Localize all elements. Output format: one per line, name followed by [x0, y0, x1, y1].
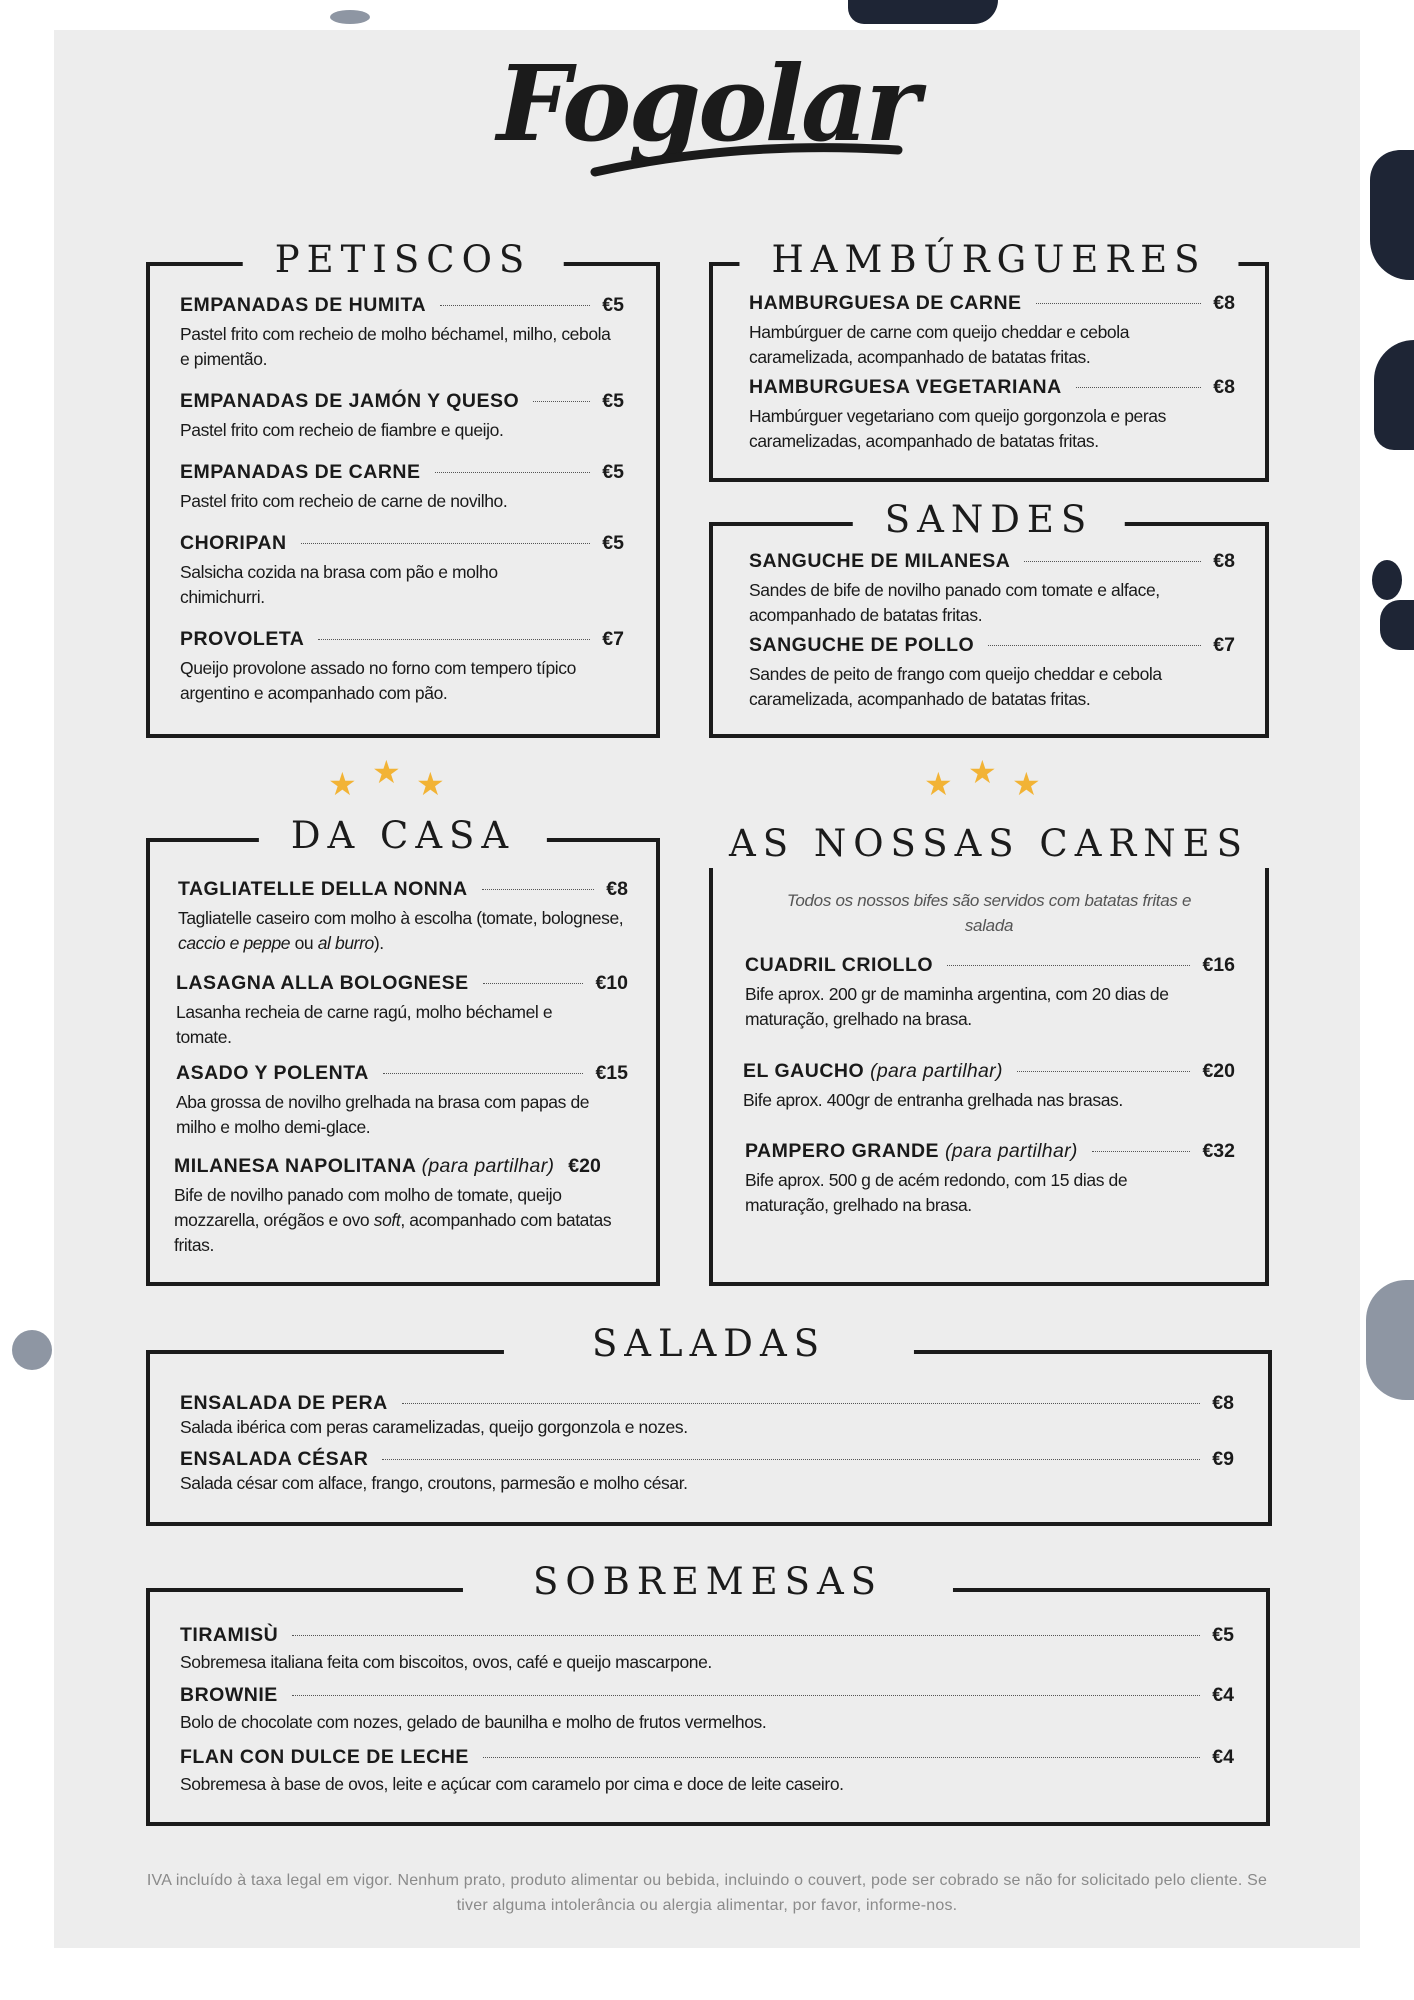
leader-dots — [382, 1459, 1200, 1460]
leader-dots — [483, 1757, 1200, 1758]
menu-item — [180, 390, 624, 443]
item-name: CUADRIL CRIOLLO — [745, 954, 934, 976]
leader-dots — [383, 1073, 584, 1074]
item-name: EMPANADAS DE JAMÓN Y QUESO — [180, 390, 520, 412]
item-price: €15 — [595, 1062, 628, 1084]
item-name: MILANESA NAPOLITANA (para partilhar) — [174, 1155, 555, 1177]
leader-dots — [292, 1695, 1201, 1696]
item-name: PROVOLETA — [180, 628, 305, 650]
section-sandes — [709, 498, 1269, 738]
item-description: Pastel frito com recheio de molho béchamel, milho, cebola e pimentão. — [180, 324, 611, 369]
item-description: Bife aprox. 500 g de acém redondo, com 15 dias de maturação, grelhado na brasa. — [745, 1170, 1128, 1215]
leader-dots — [1024, 561, 1201, 562]
leader-dots — [301, 543, 591, 544]
leader-dots — [482, 889, 595, 890]
leader-dots — [533, 401, 590, 402]
star-icon: ★ — [372, 754, 401, 790]
leader-dots — [292, 1635, 1200, 1636]
item-name: EMPANADAS DE CARNE — [180, 461, 421, 483]
leader-dots — [435, 472, 591, 473]
item-description: Pastel frito com recheio de fiambre e queijo. — [180, 420, 504, 440]
section-title: SALADAS — [504, 1320, 914, 1368]
item-price: €4 — [1212, 1684, 1234, 1706]
item-description: Aba grossa de novilho grelhada na brasa com papas de milho e molho demi-glace. — [176, 1092, 590, 1137]
section-hamburgueres — [709, 238, 1269, 482]
section-title: SOBREMESAS — [463, 1558, 953, 1606]
menu-item — [180, 1746, 1234, 1797]
item-name: PAMPERO GRANDE (para partilhar) — [745, 1140, 1078, 1162]
item-price: €8 — [606, 878, 628, 900]
menu-item — [749, 292, 1235, 370]
section-intro: Todos os nossos bifes são servidos com batatas fritas e salada — [786, 891, 1192, 935]
item-description: Sobremesa à base de ovos, leite e açúcar com caramelo por cima e doce de leite caseiro. — [180, 1774, 844, 1794]
item-name: EL GAUCHO (para partilhar) — [743, 1060, 1003, 1082]
item-name: ASADO Y POLENTA — [176, 1062, 369, 1084]
item-name: ENSALADA CÉSAR — [180, 1448, 369, 1470]
item-name: LASAGNA ALLA BOLOGNESE — [176, 972, 469, 994]
item-description: Pastel frito com recheio de carne de novilho. — [180, 491, 508, 511]
logo-swoosh — [0, 0, 1414, 200]
section-petiscos — [146, 238, 660, 738]
item-price: €5 — [1212, 1624, 1234, 1646]
section-title: SANDES — [853, 496, 1125, 544]
menu-item — [749, 634, 1235, 712]
menu-item — [174, 1155, 628, 1258]
item-price: €7 — [602, 628, 624, 650]
item-description: Queijo provolone assado no forno com tempero típico argentino e acompanhado com pão. — [180, 658, 576, 703]
star-icon: ★ — [924, 766, 953, 802]
menu-item — [745, 1140, 1235, 1218]
item-price: €10 — [595, 972, 628, 994]
item-description: Bife aprox. 200 gr de maminha argentina, com 20 dias de maturação, grelhado na brasa. — [745, 984, 1169, 1029]
item-name: ENSALADA DE PERA — [180, 1392, 388, 1414]
item-price: €20 — [1202, 1060, 1235, 1082]
leader-dots — [1017, 1071, 1191, 1072]
item-description: Lasanha recheia de carne ragú, molho béchamel e tomate. — [176, 1002, 553, 1047]
star-icon: ★ — [1012, 766, 1041, 802]
leader-dots — [1092, 1151, 1191, 1152]
item-price: €5 — [602, 294, 624, 316]
item-price: €5 — [602, 532, 624, 554]
leader-dots — [1036, 303, 1202, 304]
marble-splash — [1380, 600, 1414, 650]
item-description: Salada césar com alface, frango, croutons, parmesão e molho césar. — [180, 1473, 688, 1493]
logo: Fogolar — [496, 42, 918, 165]
leader-dots — [947, 965, 1190, 966]
leader-dots — [1076, 387, 1202, 388]
section-title: HAMBÚRGUERES — [739, 236, 1238, 284]
item-name: HAMBURGUESA VEGETARIANA — [749, 376, 1062, 398]
item-price: €32 — [1202, 1140, 1235, 1162]
menu-item — [180, 1684, 1234, 1735]
item-description: Tagliatelle caseiro com molho à escolha (tomate, bolognese, caccio e peppe ou al burro). — [178, 908, 624, 953]
item-description: Salada ibérica com peras caramelizadas, queijo gorgonzola e nozes. — [180, 1417, 688, 1437]
item-price: €7 — [1213, 634, 1235, 656]
menu-item — [180, 628, 624, 706]
marble-splash — [1374, 340, 1414, 450]
legal-footer: IVA incluído à taxa legal em vigor. Nenhum prato, produto alimentar ou bebida, incluindo o couvert, pode ser cobrado se não for solicitado pelo cliente. Se tiver alguma intolerância ou alergia alimentar, por favor, informe-nos. — [146, 1872, 1268, 1914]
item-price: €5 — [602, 390, 624, 412]
item-name: SANGUCHE DE POLLO — [749, 634, 975, 656]
item-price: €8 — [1213, 550, 1235, 572]
menu-item — [180, 294, 624, 372]
menu-item — [180, 1392, 1234, 1440]
menu-item — [749, 550, 1235, 628]
item-description: Hambúrguer de carne com queijo cheddar e cebola caramelizada, acompanhado de batatas fritas. — [749, 322, 1130, 367]
section-da-casa — [146, 814, 660, 1286]
item-description: Sobremesa italiana feita com biscoitos, ovos, café e queijo mascarpone. — [180, 1652, 712, 1672]
item-price: €9 — [1212, 1448, 1234, 1470]
marble-splash — [12, 1330, 52, 1370]
menu-item — [180, 1624, 1234, 1675]
item-price: €8 — [1212, 1392, 1234, 1414]
item-price: €8 — [1213, 292, 1235, 314]
item-description: Bolo de chocolate com nozes, gelado de baunilha e molho de frutos vermelhos. — [180, 1712, 767, 1732]
item-name: TAGLIATELLE DELLA NONNA — [178, 878, 468, 900]
section-title: AS NOSSAS CARNES — [697, 820, 1281, 868]
item-name: EMPANADAS DE HUMITA — [180, 294, 427, 316]
marble-splash — [1372, 560, 1402, 600]
star-icon: ★ — [328, 766, 357, 802]
section-title: PETISCOS — [243, 236, 564, 284]
leader-dots — [483, 983, 584, 984]
item-description: Bife de novilho panado com molho de tomate, queijo mozzarella, orégãos e ovo soft, acompanhado com batatas fritas. — [174, 1185, 612, 1255]
item-name: HAMBURGUESA DE CARNE — [749, 292, 1022, 314]
item-description: Sandes de bife de novilho panado com tomate e alface, acompanhado de batatas fritas. — [749, 580, 1160, 625]
section-saladas — [146, 1322, 1272, 1526]
item-description: Salsicha cozida na brasa com pão e molho chimichurri. — [180, 562, 498, 607]
star-icon: ★ — [416, 766, 445, 802]
leader-dots — [318, 639, 590, 640]
item-name: SANGUCHE DE MILANESA — [749, 550, 1011, 572]
item-name: BROWNIE — [180, 1684, 278, 1706]
menu-item — [176, 972, 628, 1050]
item-description: Bife aprox. 400gr de entranha grelhada nas brasas. — [743, 1090, 1123, 1110]
item-price: €16 — [1202, 954, 1235, 976]
item-name: CHORIPAN — [180, 532, 287, 554]
leader-dots — [440, 305, 590, 306]
menu-item — [178, 878, 628, 956]
menu-item — [745, 954, 1235, 1032]
menu-item — [743, 1060, 1235, 1113]
menu-item — [180, 1448, 1234, 1496]
item-price: €4 — [1212, 1746, 1234, 1768]
menu-item — [176, 1062, 628, 1140]
section-sobremesas — [146, 1560, 1270, 1826]
star-icon: ★ — [968, 754, 997, 790]
menu-item — [749, 376, 1235, 454]
menu-item — [180, 532, 624, 610]
marble-splash — [1366, 1280, 1414, 1400]
item-name: TIRAMISÙ — [180, 1624, 279, 1646]
leader-dots — [988, 645, 1201, 646]
item-description: Sandes de peito de frango com queijo cheddar e cebola caramelizada, acompanhado de batatas fritas. — [749, 664, 1162, 709]
item-price: €5 — [602, 461, 624, 483]
leader-dots — [402, 1403, 1201, 1404]
item-name: FLAN CON DULCE DE LECHE — [180, 1746, 469, 1768]
menu-item — [180, 461, 624, 514]
section-carnes — [709, 822, 1269, 1286]
item-description: Hambúrguer vegetariano com queijo gorgonzola e peras caramelizadas, acompanhado de batatas fritas. — [749, 406, 1166, 451]
section-title: DA CASA — [259, 812, 547, 860]
item-price: €20 — [568, 1155, 601, 1177]
item-price: €8 — [1213, 376, 1235, 398]
